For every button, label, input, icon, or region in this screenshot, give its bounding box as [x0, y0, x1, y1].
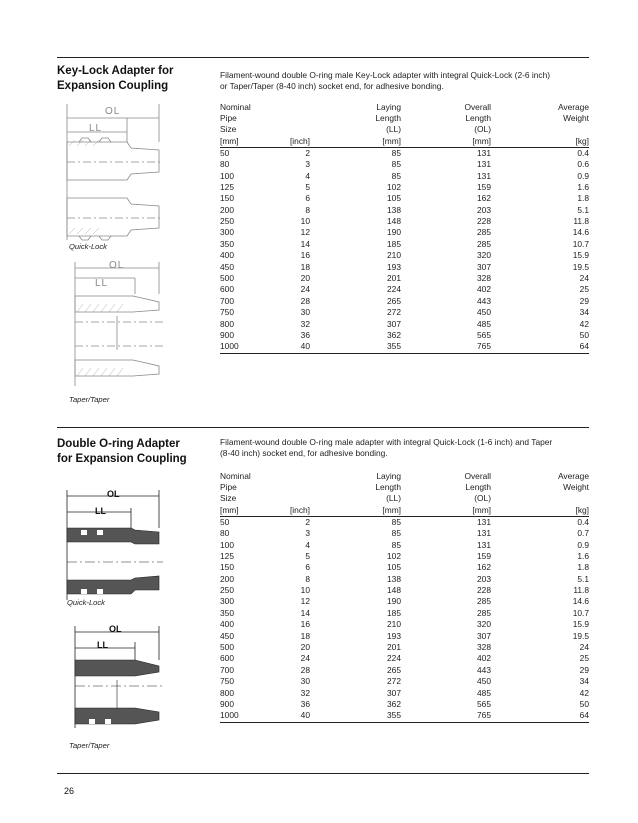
table-row	[220, 330, 589, 341]
table-cell: 250	[220, 216, 234, 227]
double-o-ring-adapter-section	[57, 434, 589, 764]
header-cell	[491, 493, 589, 504]
ll-dimension-label: LL	[89, 123, 103, 134]
table-cell: 28	[300, 664, 310, 675]
description-line: (8-40 inch) socket end, for adhesive bonding.	[220, 448, 388, 458]
table-cell: 765	[477, 341, 491, 352]
unit-cell: [mm]	[220, 504, 239, 515]
table-cell: 307	[387, 687, 401, 698]
header-row	[220, 102, 589, 113]
table-cell: 185	[387, 607, 401, 618]
table-cell: 272	[387, 676, 401, 687]
description-line: Filament-wound double O-ring male Key-Lock adapter with integral Quick-Lock (2-6 inch)	[220, 70, 551, 80]
table-cell: 265	[387, 295, 401, 306]
table-cell: 16	[300, 619, 310, 630]
table-cell: 11.8	[573, 585, 589, 596]
table-cell: 14	[300, 607, 310, 618]
header-cell: (OL)	[474, 124, 491, 135]
header-cell: Length	[375, 113, 401, 124]
table-cell: 138	[387, 573, 401, 584]
table-cell: 12	[300, 596, 310, 607]
table-cell: 565	[477, 330, 491, 340]
quick-lock-drawing	[65, 102, 165, 242]
table-cell: 85	[391, 159, 401, 170]
table-cell: 900	[220, 330, 234, 340]
table-cell: 1000	[220, 341, 239, 352]
table-cell: 16	[300, 250, 310, 261]
table-cell: 328	[477, 642, 491, 653]
unit-cell: [mm]	[382, 135, 401, 146]
table-cell: 400	[220, 619, 234, 630]
table-cell: 32	[300, 687, 310, 698]
table-cell: 30	[300, 307, 310, 318]
table-cell: 36	[300, 699, 310, 709]
header-cell: Laying	[376, 471, 401, 481]
header-cell: Laying	[376, 102, 401, 112]
table-cell: 4	[305, 539, 310, 550]
table-cell: 800	[220, 318, 234, 329]
table-cell: 18	[300, 261, 310, 272]
header-cell: Weight	[563, 113, 589, 124]
units-row	[220, 505, 589, 517]
table-cell: 20	[300, 642, 310, 653]
table-cell: 362	[387, 699, 401, 709]
table-cell: 10.7	[572, 238, 589, 249]
table-cell: 0.6	[577, 159, 589, 170]
table-cell: 300	[220, 227, 234, 238]
table-cell: 24	[579, 273, 589, 284]
table-cell: 4	[305, 170, 310, 181]
table-cell: 64	[579, 341, 589, 352]
table-cell: 15.9	[572, 619, 589, 630]
table-cell: 102	[387, 550, 401, 561]
header-cell: Length	[465, 113, 491, 124]
table-cell: 8	[305, 204, 310, 215]
table-cell: 3	[305, 159, 310, 170]
table-cell: 14	[300, 238, 310, 249]
header-cell: (LL)	[386, 493, 401, 504]
table-cell: 105	[387, 562, 401, 573]
table-cell: 159	[477, 181, 491, 192]
unit-cell: [mm]	[472, 504, 491, 515]
table-cell: 50	[220, 147, 230, 158]
title-line: Double O-ring Adapter	[57, 438, 180, 450]
table-cell: 700	[220, 295, 234, 306]
description-line: or Taper/Taper (8-40 inch) socket end, for adhesive bonding.	[220, 81, 444, 91]
unit-cell: [mm]	[220, 135, 239, 146]
table-cell: 402	[477, 284, 491, 295]
table-cell: 320	[477, 250, 491, 261]
table-row	[220, 307, 589, 318]
ll-dimension-label: LL	[95, 506, 106, 516]
table-cell: 307	[387, 318, 401, 329]
table-cell: 700	[220, 664, 234, 675]
table-cell: 485	[477, 687, 491, 698]
ol-dimension-label: OL	[109, 624, 122, 634]
title-line: Key-Lock Adapter for	[57, 65, 174, 77]
section-description	[220, 70, 590, 92]
table-row	[220, 216, 589, 227]
table-cell: 131	[477, 528, 491, 539]
table-cell: 285	[477, 596, 491, 607]
taper-taper-caption: Taper/Taper	[69, 395, 110, 404]
table-cell: 190	[387, 596, 401, 607]
table-cell: 1.6	[577, 181, 589, 192]
table-cell: 285	[477, 238, 491, 249]
table-cell: 210	[387, 250, 401, 261]
table-cell: 14.6	[572, 596, 589, 607]
table-row	[220, 653, 589, 664]
table-cell: 272	[387, 307, 401, 318]
table-cell: 42	[579, 687, 589, 698]
table-cell: 64	[579, 710, 589, 721]
table-cell: 40	[300, 710, 310, 721]
table-cell: 450	[220, 630, 234, 641]
table-cell: 765	[477, 710, 491, 721]
header-cell: Pipe	[220, 482, 237, 493]
table-cell: 203	[477, 204, 491, 215]
table-cell: 102	[387, 181, 401, 192]
table-cell: 201	[387, 642, 401, 653]
table-cell: 600	[220, 653, 234, 664]
table-cell: 131	[477, 539, 491, 550]
table-cell: 400	[220, 250, 234, 261]
table-cell: 15.9	[572, 250, 589, 261]
table-cell: 85	[391, 170, 401, 181]
ol-dimension-label: OL	[105, 106, 121, 117]
table-cell: 131	[477, 159, 491, 170]
table-row	[220, 596, 589, 607]
taper-taper-drawing	[73, 260, 163, 390]
table-cell: 42	[579, 318, 589, 329]
table-row	[220, 665, 589, 676]
header-cell	[491, 124, 589, 135]
table-cell: 193	[387, 630, 401, 641]
table-cell: 450	[477, 307, 491, 318]
section-description	[220, 437, 590, 459]
table-row	[220, 296, 589, 307]
title-line: for Expansion Coupling	[57, 453, 187, 465]
table-cell: 28	[300, 295, 310, 306]
table-row	[220, 171, 589, 182]
table-cell: 36	[300, 330, 310, 340]
quick-lock-drawing	[65, 488, 165, 603]
table-row	[220, 688, 589, 699]
table-cell: 307	[477, 261, 491, 272]
table-cell: 85	[391, 516, 401, 527]
table-cell: 201	[387, 273, 401, 284]
unit-cell: [inch]	[289, 504, 310, 515]
table-cell: 6	[305, 193, 310, 204]
table-body	[220, 148, 589, 353]
table-cell: 85	[391, 528, 401, 539]
units-row	[220, 136, 589, 148]
footer-rule	[57, 773, 589, 774]
table-row	[220, 319, 589, 330]
table-row	[220, 517, 589, 528]
table-cell: 210	[387, 619, 401, 630]
table-cell: 34	[579, 676, 589, 687]
table-cell: 148	[387, 585, 401, 596]
table-cell: 285	[477, 607, 491, 618]
header-cell: Average	[557, 471, 589, 481]
header-row	[220, 471, 589, 482]
table-cell: 228	[477, 585, 491, 596]
header-cell: Size	[220, 493, 237, 504]
table-cell: 18	[300, 630, 310, 641]
table-row	[220, 193, 589, 204]
table-cell: 159	[477, 550, 491, 561]
table-cell: 20	[300, 273, 310, 284]
page-number: 26	[64, 786, 75, 796]
table-row	[220, 250, 589, 261]
table-row	[220, 631, 589, 642]
header-row	[220, 482, 589, 493]
header-row	[220, 113, 589, 124]
table-cell: 131	[477, 170, 491, 181]
table-cell: 350	[220, 607, 234, 618]
table-row	[220, 239, 589, 250]
table-cell: 25	[579, 284, 589, 295]
table-cell: 85	[391, 539, 401, 550]
table-cell: 450	[220, 261, 234, 272]
table-cell: 265	[387, 664, 401, 675]
table-cell: 250	[220, 585, 234, 596]
table-row	[220, 551, 589, 562]
description-line: Filament-wound double O-ring male adapter with integral Quick-Lock (1-6 inch) and Taper	[220, 437, 553, 447]
table-cell: 224	[387, 653, 401, 664]
taper-taper-drawing	[73, 624, 163, 732]
section-title	[57, 64, 207, 94]
taper-taper-caption: Taper/Taper	[69, 741, 110, 750]
table-cell: 125	[220, 550, 234, 561]
table-cell: 500	[220, 642, 234, 653]
section-title	[57, 437, 207, 467]
key-lock-adapter-section	[57, 64, 589, 414]
spec-table	[220, 471, 589, 723]
table-cell: 131	[477, 516, 491, 527]
table-cell: 32	[300, 318, 310, 329]
table-cell: 0.7	[577, 528, 589, 539]
table-cell: 285	[477, 227, 491, 238]
table-row	[220, 528, 589, 539]
table-row	[220, 619, 589, 630]
table-cell: 190	[387, 227, 401, 238]
table-cell: 40	[300, 341, 310, 352]
header-cell: Size	[220, 124, 237, 135]
table-cell: 0.9	[577, 539, 589, 550]
header-cell: Nominal	[220, 471, 251, 481]
table-cell: 162	[477, 562, 491, 573]
table-cell: 402	[477, 653, 491, 664]
table-cell: 0.4	[577, 516, 589, 527]
table-cell: 10.7	[572, 607, 589, 618]
table-cell: 300	[220, 596, 234, 607]
ll-dimension-label: LL	[97, 640, 108, 650]
table-row	[220, 159, 589, 170]
table-cell: 193	[387, 261, 401, 272]
table-cell: 307	[477, 630, 491, 641]
table-cell: 24	[579, 642, 589, 653]
table-cell: 200	[220, 204, 234, 215]
quick-lock-caption: Quick-Lock	[67, 598, 105, 607]
table-cell: 1000	[220, 710, 239, 721]
table-cell: 6	[305, 562, 310, 573]
header-cell: Length	[465, 482, 491, 493]
table-cell: 450	[477, 676, 491, 687]
table-cell: 105	[387, 193, 401, 204]
table-cell: 131	[477, 147, 491, 158]
table-cell: 80	[220, 159, 230, 170]
header-row	[220, 493, 589, 504]
table-cell: 85	[391, 147, 401, 158]
table-cell: 150	[220, 193, 234, 204]
table-row	[220, 148, 589, 159]
table-row	[220, 585, 589, 596]
header-row	[220, 124, 589, 135]
table-cell: 900	[220, 699, 234, 709]
table-cell: 11.8	[573, 216, 589, 227]
table-cell: 0.4	[577, 147, 589, 158]
table-row	[220, 540, 589, 551]
unit-cell: [kg]	[575, 504, 589, 515]
header-cell: Average	[557, 102, 589, 112]
table-row	[220, 284, 589, 295]
table-cell: 750	[220, 307, 234, 318]
table-row	[220, 608, 589, 619]
table-cell: 185	[387, 238, 401, 249]
table-body	[220, 517, 589, 722]
table-cell: 328	[477, 273, 491, 284]
table-cell: 50	[579, 699, 589, 709]
table-cell: 320	[477, 619, 491, 630]
unit-cell: [inch]	[289, 135, 310, 146]
table-cell: 362	[387, 330, 401, 340]
table-cell: 5	[305, 181, 310, 192]
table-cell: 443	[477, 664, 491, 675]
table-cell: 3	[305, 528, 310, 539]
table-cell: 29	[579, 664, 589, 675]
table-cell: 100	[220, 170, 234, 181]
table-cell: 5.1	[577, 573, 589, 584]
header-cell: Overall	[464, 102, 491, 112]
table-row	[220, 182, 589, 193]
table-cell: 14.6	[572, 227, 589, 238]
table-row	[220, 262, 589, 273]
table-cell: 5	[305, 550, 310, 561]
quick-lock-caption: Quick-Lock	[69, 242, 107, 251]
table-cell: 485	[477, 318, 491, 329]
table-cell: 0.9	[577, 170, 589, 181]
table-cell: 1.8	[577, 562, 589, 573]
table-cell: 224	[387, 284, 401, 295]
ol-dimension-label: OL	[109, 260, 125, 271]
header-cell: (OL)	[474, 493, 491, 504]
table-cell: 228	[477, 216, 491, 227]
table-cell: 5.1	[577, 204, 589, 215]
header-cell: Overall	[464, 471, 491, 481]
table-row	[220, 273, 589, 284]
table-cell: 34	[579, 307, 589, 318]
table-cell: 350	[220, 238, 234, 249]
table-row	[220, 710, 589, 721]
table-cell: 600	[220, 284, 234, 295]
table-row	[220, 562, 589, 573]
table-row	[220, 642, 589, 653]
table-row	[220, 699, 589, 710]
header-cell: Nominal	[220, 102, 251, 112]
spec-table	[220, 102, 589, 354]
unit-cell: [kg]	[575, 135, 589, 146]
table-cell: 19.5	[572, 261, 589, 272]
table-cell: 138	[387, 204, 401, 215]
table-cell: 500	[220, 273, 234, 284]
table-cell: 25	[579, 653, 589, 664]
table-cell: 150	[220, 562, 234, 573]
table-row	[220, 205, 589, 216]
table-row	[220, 341, 589, 352]
table-cell: 355	[387, 710, 401, 721]
table-cell: 8	[305, 573, 310, 584]
table-cell: 148	[387, 216, 401, 227]
top-rule	[57, 57, 589, 58]
table-cell: 50	[220, 516, 230, 527]
table-cell: 19.5	[572, 630, 589, 641]
header-cell: Pipe	[220, 113, 237, 124]
table-cell: 125	[220, 181, 234, 192]
table-cell: 100	[220, 539, 234, 550]
table-row	[220, 676, 589, 687]
table-cell: 50	[579, 330, 589, 340]
table-cell: 80	[220, 528, 230, 539]
table-cell: 200	[220, 573, 234, 584]
table-cell: 2	[305, 516, 310, 527]
table-cell: 24	[300, 284, 310, 295]
section-divider	[57, 427, 589, 428]
table-cell: 355	[387, 341, 401, 352]
table-row	[220, 574, 589, 585]
unit-cell: [mm]	[472, 135, 491, 146]
table-cell: 10	[300, 585, 310, 596]
title-line: Expansion Coupling	[57, 80, 169, 92]
table-cell: 203	[477, 573, 491, 584]
table-row	[220, 227, 589, 238]
header-cell: Length	[375, 482, 401, 493]
header-cell: (LL)	[386, 124, 401, 135]
header-cell: Weight	[563, 482, 589, 493]
table-cell: 800	[220, 687, 234, 698]
table-cell: 565	[477, 699, 491, 709]
table-cell: 30	[300, 676, 310, 687]
table-cell: 12	[300, 227, 310, 238]
table-cell: 1.8	[577, 193, 589, 204]
ll-dimension-label: LL	[95, 278, 109, 289]
table-cell: 443	[477, 295, 491, 306]
table-cell: 29	[579, 295, 589, 306]
ol-dimension-label: OL	[107, 489, 120, 499]
table-cell: 24	[300, 653, 310, 664]
table-cell: 2	[305, 147, 310, 158]
unit-cell: [mm]	[382, 504, 401, 515]
table-cell: 10	[300, 216, 310, 227]
table-cell: 750	[220, 676, 234, 687]
table-cell: 1.6	[577, 550, 589, 561]
table-cell: 162	[477, 193, 491, 204]
